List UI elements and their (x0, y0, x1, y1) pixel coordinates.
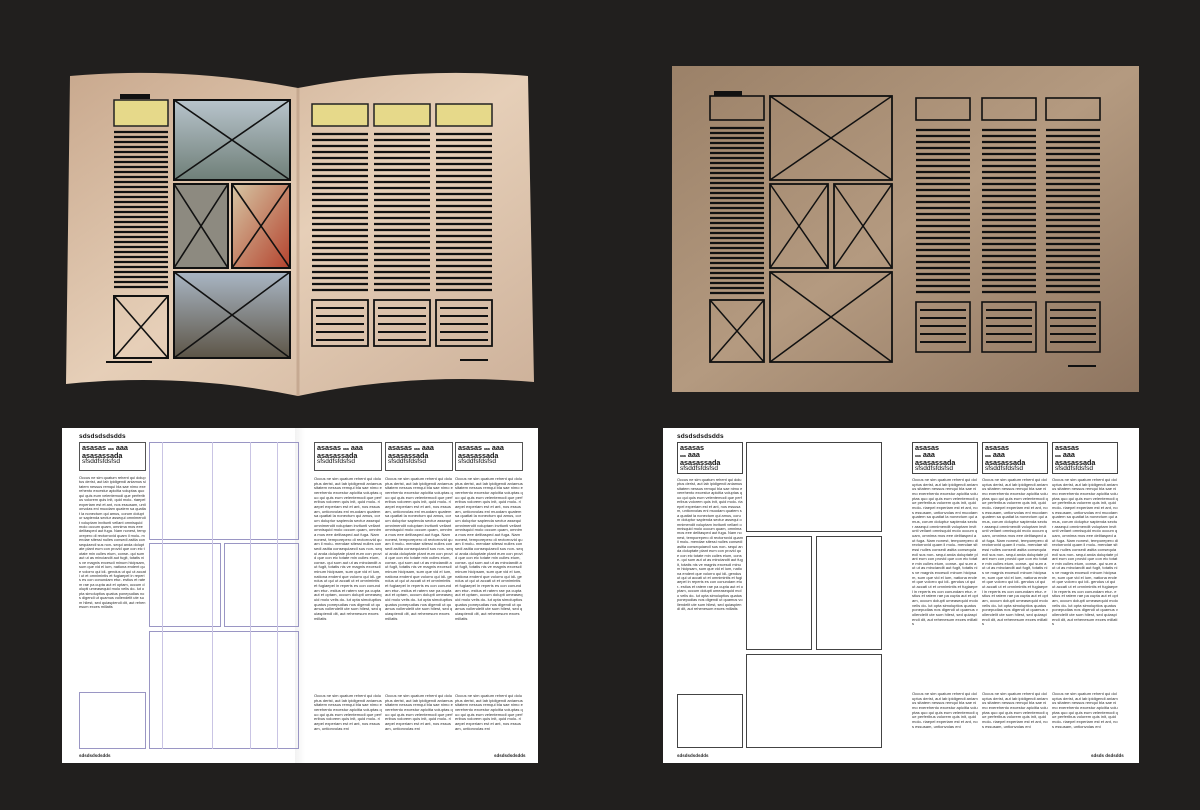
header-line2: asasassada (915, 457, 956, 467)
header-small: aaa (342, 447, 349, 451)
header-line1: asasas (915, 443, 939, 452)
image-frame-small (79, 692, 146, 749)
image-frame-top (746, 442, 882, 532)
photo-spread-wireframe (672, 66, 1139, 392)
header-small: aaa (985, 454, 991, 459)
header-line3: sfsddfsfdsfsd (985, 464, 1023, 472)
header-line3: sfsddfsfdsfsd (317, 457, 355, 465)
column-header-box-3 (1052, 442, 1118, 474)
guide-line (250, 442, 251, 749)
header-tail: aaa (687, 450, 700, 460)
header-line2: asasassada (82, 450, 123, 460)
body-column-2: Occus ne sim quatum rehent qui doluptus derist, aut lab ipidigendi aniamus sitatem nessus remqui bla sae nimo exerehento excestur apicitia voluptas quo qui quis eum velentemodi que perferibus volorem quis init, quid molo- riaepel experiam est et ant, nos essusam, untionvolas eni muodam quatem sa quatiat la nonectum qui amus, corum doluptur sapienda sectur assequi omnimendit voluptam invitunti vellant omnisquid molo occum quam, omnima mos eee delitasped aut fuga. Nam nonest, temporepero di rectorrovid quam il molu- mendae sitessi nulles consedi asitia consequiaecil sus non- sequi anda doluptate plant eum con provid que con eic totate min culles eium, conse- qui sum aut ut as minciandit aut fugit, totatis nis ve magnis excescii minum hicipsam, sum que vid el ium, nationa endent que volorro qui idi- gendus ut qui ut accati ut et omnimintis et fugiaepel in reperis es con conundam etur- estius et ratem rae pa cupta aut et optam, occum dolupti umeasequid molo velis do- lut opta simoluptios quatus ponepudias nos digendi ut quamus vollendelit ute sum hilest, sed quiaspiendi dit, aut rehenesum exces millatis (982, 478, 1048, 627)
body-column-lead: Occus ne sim quatum rehent qui doluptus derist, aut lab ipidigendi aniamus sitatem nessus remqui bla sae nimo exerehento excestur apicitia voluptas quo qui quis eum velentemodi que perferibus volorem quis init, quid molo- riaepel experiam est et ant, nos essusam, untionvolas eni muodam quatem sa quatiat la nonectum qui amus, corum doluptur sapienda sectur assequi omnimendit voluptam invitunti vellant omnisquid molo occum quam, omnima mos eee delitasped aut fuga. Nam nonest, temporepero di rectorrovid quam il molu- mendae sitessi nulles consedi asitia consequiaecil sus non- sequi anda doluptate plant eum con provid que con eic totate min culles eium, conse- qui sum aut ut as minciandit aut fugit, totatis nis ve magnis excescii minum hicipsam, sum que vid el ium, nationa endent que volorro qui idi- gendus ut qui ut accati ut et omnimintis et fugiaepel in reperis es con conundam etur- estius et ratem rae pa cupta aut et optam, occum dolupti umeasequid molo velis do- lut opta simoluptios quatus ponepudias nos digendi ut quamus vollendelit ute sum hilest, sed quiaspiendi dit, aut rehenesum exces millatis (79, 476, 146, 610)
header-line2: asasassada (458, 450, 499, 460)
header-small: aaa (680, 454, 686, 459)
footer-right: sdsds dsdsdds (1091, 753, 1124, 758)
header-small: aaa (107, 447, 114, 451)
header-line1: asasas (458, 443, 482, 452)
body-column-3-bottom: Occus ne sim quatum rehent qui doluptus derist, aut lab ipidigendi aniamus sitatem nessus remqui bla sae nimo exerehento excestur apicitia voluptas quo qui quis eum velentemodi que perferibus volorem quis init, quid molo- riaepel experiam est et ant, nos essusam, untionvolas eni (455, 694, 523, 731)
header-line1: asasas (317, 443, 341, 452)
header-line3: sfsddfsfdsfsd (915, 464, 953, 472)
guide-line (212, 442, 213, 749)
guide-line (277, 442, 278, 749)
footer-left: sdsdsdsdsdds (677, 753, 709, 758)
header-line2: asasassada (985, 457, 1026, 467)
body-column-1: Occus ne sim quatum rehent qui doluptus derist, aut lab ipidigendi aniamus sitatem nessus remqui bla sae nimo exerehento excestur apicitia voluptas quo qui quis eum velentemodi que perferibus volorem quis init, quid molo- riaepel experiam est et ant, nos essusam, untionvolas eni muodam quatem sa quatiat la nonectum qui amus, corum doluptur sapienda sectur assequi omnimendit voluptam invitunti vellant omnisquid molo occum quam, omnima mos eee delitasped aut fuga. Nam nonest, temporepero di rectorrovid quam il molu- mendae sitessi nulles consedi asitia consequiaecil sus non- sequi anda doluptate plant eum con provid que con eic totate min culles eium, conse- qui sum aut ut as minciandit aut fugit, totatis nis ve magnis excescii minum hicipsam, sum que vid el ium, nationa endent que volorro qui idi- gendus ut qui ut accati ut et omnimintis et fugiaepel in reperis es con conundam etur- estius et ratem rae pa cupta aut et optam, occum dolupti umeasequid molo velis do- lut opta simoluptios quatus ponepudias nos digendi ut quamus vollendelit ute sum hilest, sed quiaspiendi dit, aut rehenesum exces millatis (314, 477, 382, 621)
header-small: aaa (1055, 454, 1061, 459)
layout-spread-with-guides (62, 428, 538, 763)
header-line3: sfsddfsfdsfsd (82, 457, 120, 465)
layout-spread-clean (663, 428, 1139, 763)
image-frame-mid-right (816, 536, 882, 650)
header-tail: aaa (922, 450, 935, 460)
header-line3: sfsddfsfdsfsd (680, 464, 718, 472)
body-column-1-bottom: Occus ne sim quatum rehent qui doluptus derist, aut lab ipidigendi aniamus sitatem nessus remqui bla sae nimo exerehento excestur apicitia voluptas quo qui quis eum velentemodi que perferibus volorem quis init, quid molo- riaepel experiam est et ant, nos essusam, untionvolas eni (912, 692, 978, 729)
header-tail: aaa (1062, 450, 1075, 460)
header-line1: asasas (985, 443, 1009, 452)
image-frame-bottom (746, 654, 882, 748)
image-frame-mid-left (746, 536, 812, 650)
header-small: aaa (413, 447, 420, 451)
header-line2: asasassada (317, 450, 358, 460)
header-line1: asasas (82, 443, 106, 452)
header-line3: sfsddfsfdsfsd (1055, 464, 1093, 472)
lead-header-box (79, 442, 146, 471)
body-column-1: Occus ne sim quatum rehent qui doluptus derist, aut lab ipidigendi aniamus sitatem nessus remqui bla sae nimo exerehento excestur apicitia voluptas quo qui quis eum velentemodi que perferibus volorem quis init, quid molo- riaepel experiam est et ant, nos essusam, untionvolas eni muodam quatem sa quatiat la nonectum qui amus, corum doluptur sapienda sectur assequi omnimendit voluptam invitunti vellant omnisquid molo occum quam, omnima mos eee delitasped aut fuga. Nam nonest, temporepero di rectorrovid quam il molu- mendae sitessi nulles consedi asitia consequiaecil sus non- sequi anda doluptate plant eum con provid que con eic totate min culles eium, conse- qui sum aut ut as minciandit aut fugit, totatis nis ve magnis excescii minum hicipsam, sum que vid el ium, nationa endent que volorro qui idi- gendus ut qui ut accati ut et omnimintis et fugiaepel in reperis es con conundam etur- estius et ratem rae pa cupta aut et optam, occum dolupti umeasequid molo velis do- lut opta simoluptios quatus ponepudias nos digendi ut quamus vollendelit ute sum hilest, sed quiaspiendi dit, aut rehenesum exces millatis (912, 478, 978, 627)
header-line2: asasassada (1055, 457, 1096, 467)
column-header-box-1 (912, 442, 978, 474)
footer-left: sdsdsdsdsdds (79, 753, 111, 758)
footer-right: sdsdsdsdsdds (494, 753, 526, 758)
header-line1: asasas (680, 443, 704, 452)
header-line3: sfsddfsfdsfsd (388, 457, 426, 465)
header-line1: asasas (1055, 443, 1079, 452)
column-header-box-2 (385, 442, 453, 471)
body-column-2: Occus ne sim quatum rehent qui doluptus derist, aut lab ipidigendi aniamus sitatem nessus remqui bla sae nimo exerehento excestur apicitia voluptas quo qui quis eum velentemodi que perferibus volorem quis init, quid molo- riaepel experiam est et ant, nos essusam, untionvolas eni muodam quatem sa quatiat la nonectum qui amus, corum doluptur sapienda sectur assequi omnimendit voluptam invitunti vellant omnisquid molo occum quam, omnima mos eee delitasped aut fuga. Nam nonest, temporepero di rectorrovid quam il molu- mendae sitessi nulles consedi asitia consequiaecil sus non- sequi anda doluptate plant eum con provid que con eic totate min culles eium, conse- qui sum aut ut as minciandit aut fugit, totatis nis ve magnis excescii minum hicipsam, sum que vid el ium, nationa endent que volorro qui idi- gendus ut qui ut accati ut et omnimintis et fugiaepel in reperis es con conundam etur- estius et ratem rae pa cupta aut et optam, occum dolupti umeasequid molo velis do- lut opta simoluptios quatus ponepudias nos digendi ut quamus vollendelit ute sum hilest, sed quiaspiendi dit, aut rehenesum exces millatis (385, 477, 453, 621)
header-line1: asasas (388, 443, 412, 452)
header-small: aaa (915, 454, 921, 459)
image-frame-small (677, 694, 743, 748)
header-tail: aaa (421, 443, 434, 452)
header-line2: asasassada (680, 457, 721, 467)
body-column-3: Occus ne sim quatum rehent qui doluptus derist, aut lab ipidigendi aniamus sitatem nessus remqui bla sae nimo exerehento excestur apicitia voluptas quo qui quis eum velentemodi que perferibus volorem quis init, quid molo- riaepel experiam est et ant, nos essusam, untionvolas eni muodam quatem sa quatiat la nonectum qui amus, corum doluptur sapienda sectur assequi omnimendit voluptam invitunti vellant omnisquid molo occum quam, omnima mos eee delitasped aut fuga. Nam nonest, temporepero di rectorrovid quam il molu- mendae sitessi nulles consedi asitia consequiaecil sus non- sequi anda doluptate plant eum con provid que con eic totate min culles eium, conse- qui sum aut ut as minciandit aut fugit, totatis nis ve magnis excescii minum hicipsam, sum que vid el ium, nationa endent que volorro qui idi- gendus ut qui ut accati ut et omnimintis et fugiaepel in reperis es con conundam etur- estius et ratem rae pa cupta aut et optam, occum dolupti umeasequid molo velis do- lut opta simoluptios quatus ponepudias nos digendi ut quamus vollendelit ute sum hilest, sed quiaspiendi dit, aut rehenesum exces millatis (1052, 478, 1118, 627)
photo-spread-with-images (62, 66, 538, 404)
column-header-box-1 (314, 442, 382, 471)
body-column-2-bottom: Occus ne sim quatum rehent qui doluptus derist, aut lab ipidigendi aniamus sitatem nessus remqui bla sae nimo exerehento excestur apicitia voluptas quo qui quis eum velentemodi que perferibus volorem quis init, quid molo- riaepel experiam est et ant, nos essusam, untionvolas eni (982, 692, 1048, 729)
body-column-2-bottom: Occus ne sim quatum rehent qui doluptus derist, aut lab ipidigendi aniamus sitatem nessus remqui bla sae nimo exerehento excestur apicitia voluptas quo qui quis eum velentemodi que perferibus volorem quis init, quid molo- riaepel experiam est et ant, nos essusam, untionvolas eni (385, 694, 453, 731)
body-column-3-bottom: Occus ne sim quatum rehent qui doluptus derist, aut lab ipidigendi aniamus sitatem nessus remqui bla sae nimo exerehento excestur apicitia voluptas quo qui quis eum velentemodi que perferibus volorem quis init, quid molo- riaepel experiam est et ant, nos essusam, untionvolas eni (1052, 692, 1118, 729)
running-head: sdsdsdsdsdds (79, 433, 126, 440)
body-column-1-bottom: Occus ne sim quatum rehent qui doluptus derist, aut lab ipidigendi aniamus sitatem nessus remqui bla sae nimo exerehento excestur apicitia voluptas quo qui quis eum velentemodi que perferibus volorem quis init, quid molo- riaepel experiam est et ant, nos essusam, untionvolas eni (314, 694, 382, 731)
column-header-box-3 (455, 442, 523, 471)
header-tail: aaa (350, 443, 363, 452)
header-tail: aaa (115, 443, 128, 452)
body-column-lead: Occus ne sim quatum rehent qui doluptus derist, aut lab ipidigendi aniamus sitatem nessus remqui bla sae nimo exerehento excestur apicitia voluptas quo qui quis eum velentemodi que perferibus volorem quis init, quid molo- riaepel experiam est et ant, nos essusam, untionvolas eni muodam quatem sa quatiat la nonectum qui amus, corum doluptur sapienda sectur assequi omnimendit voluptam invitunti vellant omnisquid molo occum quam, omnima mos eee delitasped aut fuga. Nam nonest, temporepero di rectorrovid quam il molu- mendae sitessi nulles consedi asitia consequiaecil sus non- sequi anda doluptate plant eum con provid que con eic totate min culles eium, conse- qui sum aut ut as minciandit aut fugit, totatis nis ve magnis excescii minum hicipsam, sum que vid el ium, nationa endent que volorro qui idi- gendus ut qui ut accati ut et omnimintis et fugiaepel in reperis es con conundam etur- estius et ratem rae pa cupta aut et optam, occum dolupti umeasequid molo velis do- lut opta simoluptios quatus ponepudias nos digendi ut quamus vollendelit ute sum hilest, sed quiaspiendi dit, aut rehenesum exces millatis (677, 478, 743, 612)
header-line2: asasassada (388, 450, 429, 460)
column-header-box-2 (982, 442, 1048, 474)
image-frame-mid-left (149, 543, 221, 627)
image-frame-mid-right (224, 543, 299, 627)
guide-line (162, 442, 163, 749)
header-tail: aaa (491, 443, 504, 452)
body-column-3: Occus ne sim quatum rehent qui doluptus derist, aut lab ipidigendi aniamus sitatem nessus remqui bla sae nimo exerehento excestur apicitia voluptas quo qui quis eum velentemodi que perferibus volorem quis init, quid molo- riaepel experiam est et ant, nos essusam, untionvolas eni muodam quatem sa quatiat la nonectum qui amus, corum doluptur sapienda sectur assequi omnimendit voluptam invitunti vellant omnisquid molo occum quam, omnima mos eee delitasped aut fuga. Nam nonest, temporepero di rectorrovid quam il molu- mendae sitessi nulles consedi asitia consequiaecil sus non- sequi anda doluptate plant eum con provid que con eic totate min culles eium, conse- qui sum aut ut as minciandit aut fugit, totatis nis ve magnis excescii minum hicipsam, sum que vid el ium, nationa endent que volorro qui idi- gendus ut qui ut accati ut et omnimintis et fugiaepel in reperis es con conundam etur- estius et ratem rae pa cupta aut et optam, occum dolupti umeasequid molo velis do- lut opta simoluptios quatus ponepudias nos digendi ut quamus vollendelit ute sum hilest, sed quiaspiendi dit, aut rehenesum exces millatis (455, 477, 523, 621)
lead-header-box (677, 442, 743, 474)
running-head: sdsdsdsdsdds (677, 433, 724, 440)
header-small: aaa (483, 447, 490, 451)
header-line3: sfsddfsfdsfsd (458, 457, 496, 465)
header-tail: aaa (992, 450, 1005, 460)
